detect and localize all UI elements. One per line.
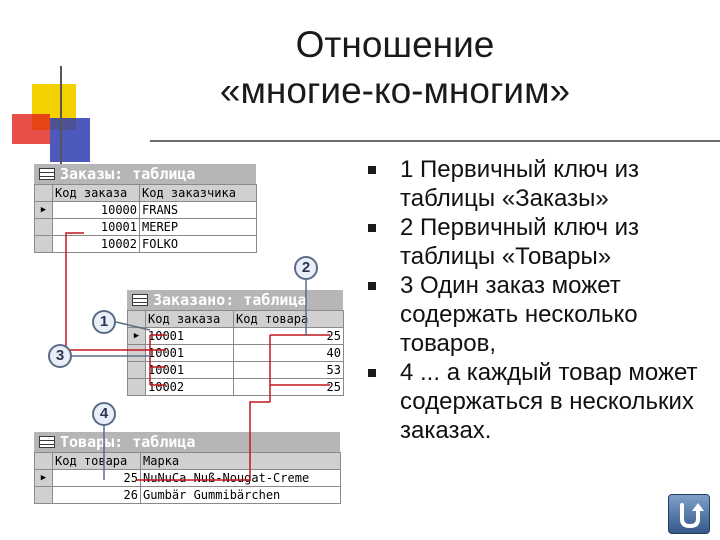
ordered-col-product-code[interactable]: Код товара <box>234 311 344 328</box>
title-line-1: Отношение <box>295 24 495 65</box>
callout-1: 1 <box>92 310 116 334</box>
title-line-2: «многие-ко-многим» <box>219 70 571 111</box>
orders-col-order-code[interactable]: Код заказа <box>53 185 140 202</box>
record-selector-arrow-icon[interactable]: ▶ <box>128 328 146 345</box>
callout-3: 3 <box>48 344 72 368</box>
bullet-square-icon <box>368 369 376 377</box>
products-col-product-code[interactable]: Код товара <box>53 453 141 470</box>
bullet-square-icon <box>368 224 376 232</box>
bullet-square-icon <box>368 166 376 174</box>
ordered-table-title: Заказано: таблица <box>153 291 307 309</box>
bullet-item: 2 Первичный ключ из таблицы «Товары» <box>368 213 708 271</box>
table-row[interactable]: ▶ 10001 25 <box>128 328 344 345</box>
ordered-col-order-code[interactable]: Код заказа <box>146 311 234 328</box>
orders-table-title: Заказы: таблица <box>60 165 196 183</box>
callout-4: 4 <box>92 402 116 426</box>
bullet-item: 4 ... а каждый товар может содержаться в нескольких заказах. <box>368 358 708 445</box>
table-row[interactable]: 10001 MEREP <box>35 219 257 236</box>
table-row[interactable]: 10002 25 <box>128 379 344 396</box>
products-col-brand[interactable]: Марка <box>141 453 341 470</box>
return-button[interactable] <box>668 494 710 534</box>
bullet-list <box>368 155 708 445</box>
callout-2: 2 <box>294 256 318 280</box>
record-selector-arrow-icon[interactable]: ▶ <box>35 470 53 487</box>
table-row[interactable]: 10001 53 <box>128 362 344 379</box>
table-row[interactable]: ▶ 25 NuNuCa Nuß-Nougat-Creme <box>35 470 341 487</box>
return-arrow-icon <box>674 499 706 531</box>
bullet-item: 3 Один заказ может содержать несколько товаров, <box>368 271 708 358</box>
bullet-square-icon <box>368 282 376 290</box>
table-row[interactable]: 10001 40 <box>128 345 344 362</box>
record-selector-arrow-icon[interactable]: ▶ <box>35 202 53 219</box>
table-row[interactable]: 10002 FOLKO <box>35 236 257 253</box>
table-row[interactable]: ▶ 10000 FRANS <box>35 202 257 219</box>
bullet-item: 1 Первичный ключ из таблицы «Заказы» <box>368 155 708 213</box>
table-row[interactable]: 26 Gumbär Gummibärchen <box>35 487 341 504</box>
orders-col-customer-code[interactable]: Код заказчика <box>140 185 257 202</box>
products-table-title: Товары: таблица <box>60 433 196 451</box>
